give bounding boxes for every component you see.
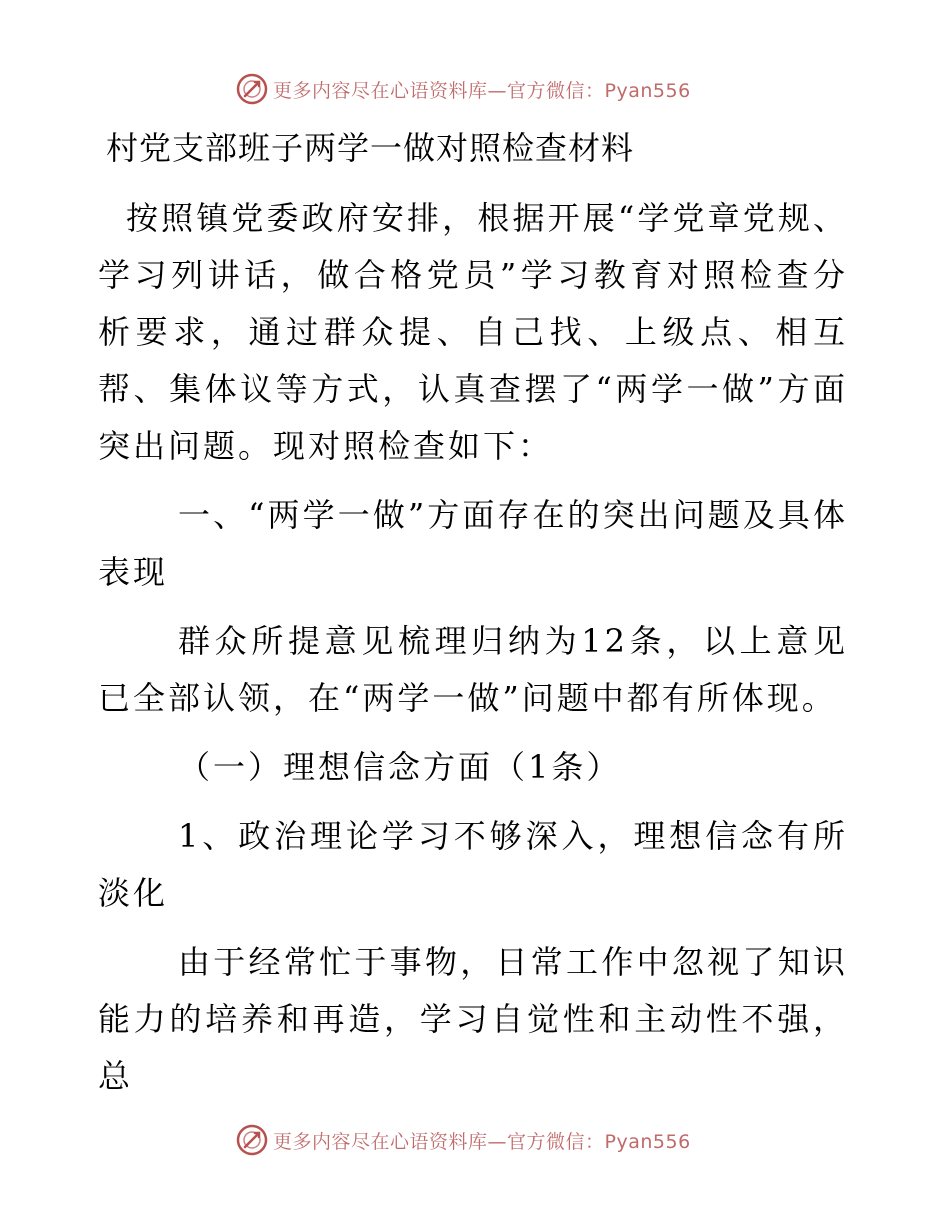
paragraph: 由于经常忙于事物，日常工作中忽视了知识能力的培养和再造，学习自觉性和主动性不强，总: [98, 943, 848, 1095]
logo-icon: [235, 72, 269, 106]
subsection-heading: （一）理想信念方面（1条）: [178, 748, 622, 786]
document-title: 村党支部班子两学一做对照检查材料: [106, 129, 635, 167]
paragraph: 群众所提意见梳理归纳为12条，以上意见已全部认领，在“两学一做”问题中都有所体现。: [98, 622, 848, 717]
section-heading: 一、“两学一做”方面存在的突出问题及具体表现: [98, 496, 848, 591]
header-watermark: [235, 72, 691, 106]
logo-icon: [235, 1123, 269, 1157]
watermark-text: 更多内容尽在心语资料库—官方微信：Pyan556: [273, 79, 691, 102]
footer-watermark: [235, 1123, 691, 1157]
watermark-text: 更多内容尽在心语资料库—官方微信：Pyan556: [273, 1130, 691, 1153]
item-heading: 1、政治理论学习不够深入，理想信念有所淡化: [98, 817, 848, 912]
document-body: [98, 124, 848, 1117]
paragraph: 按照镇党委政府安排，根据开展“学党章党规、学习列讲话，做合格党员”学习教育对照检查分析要求，通过群众提、自己找、上级点、相互帮、集体议等方式，认真查摆了“两学一做”方面突出问题。现对照检查如下：: [98, 199, 848, 465]
